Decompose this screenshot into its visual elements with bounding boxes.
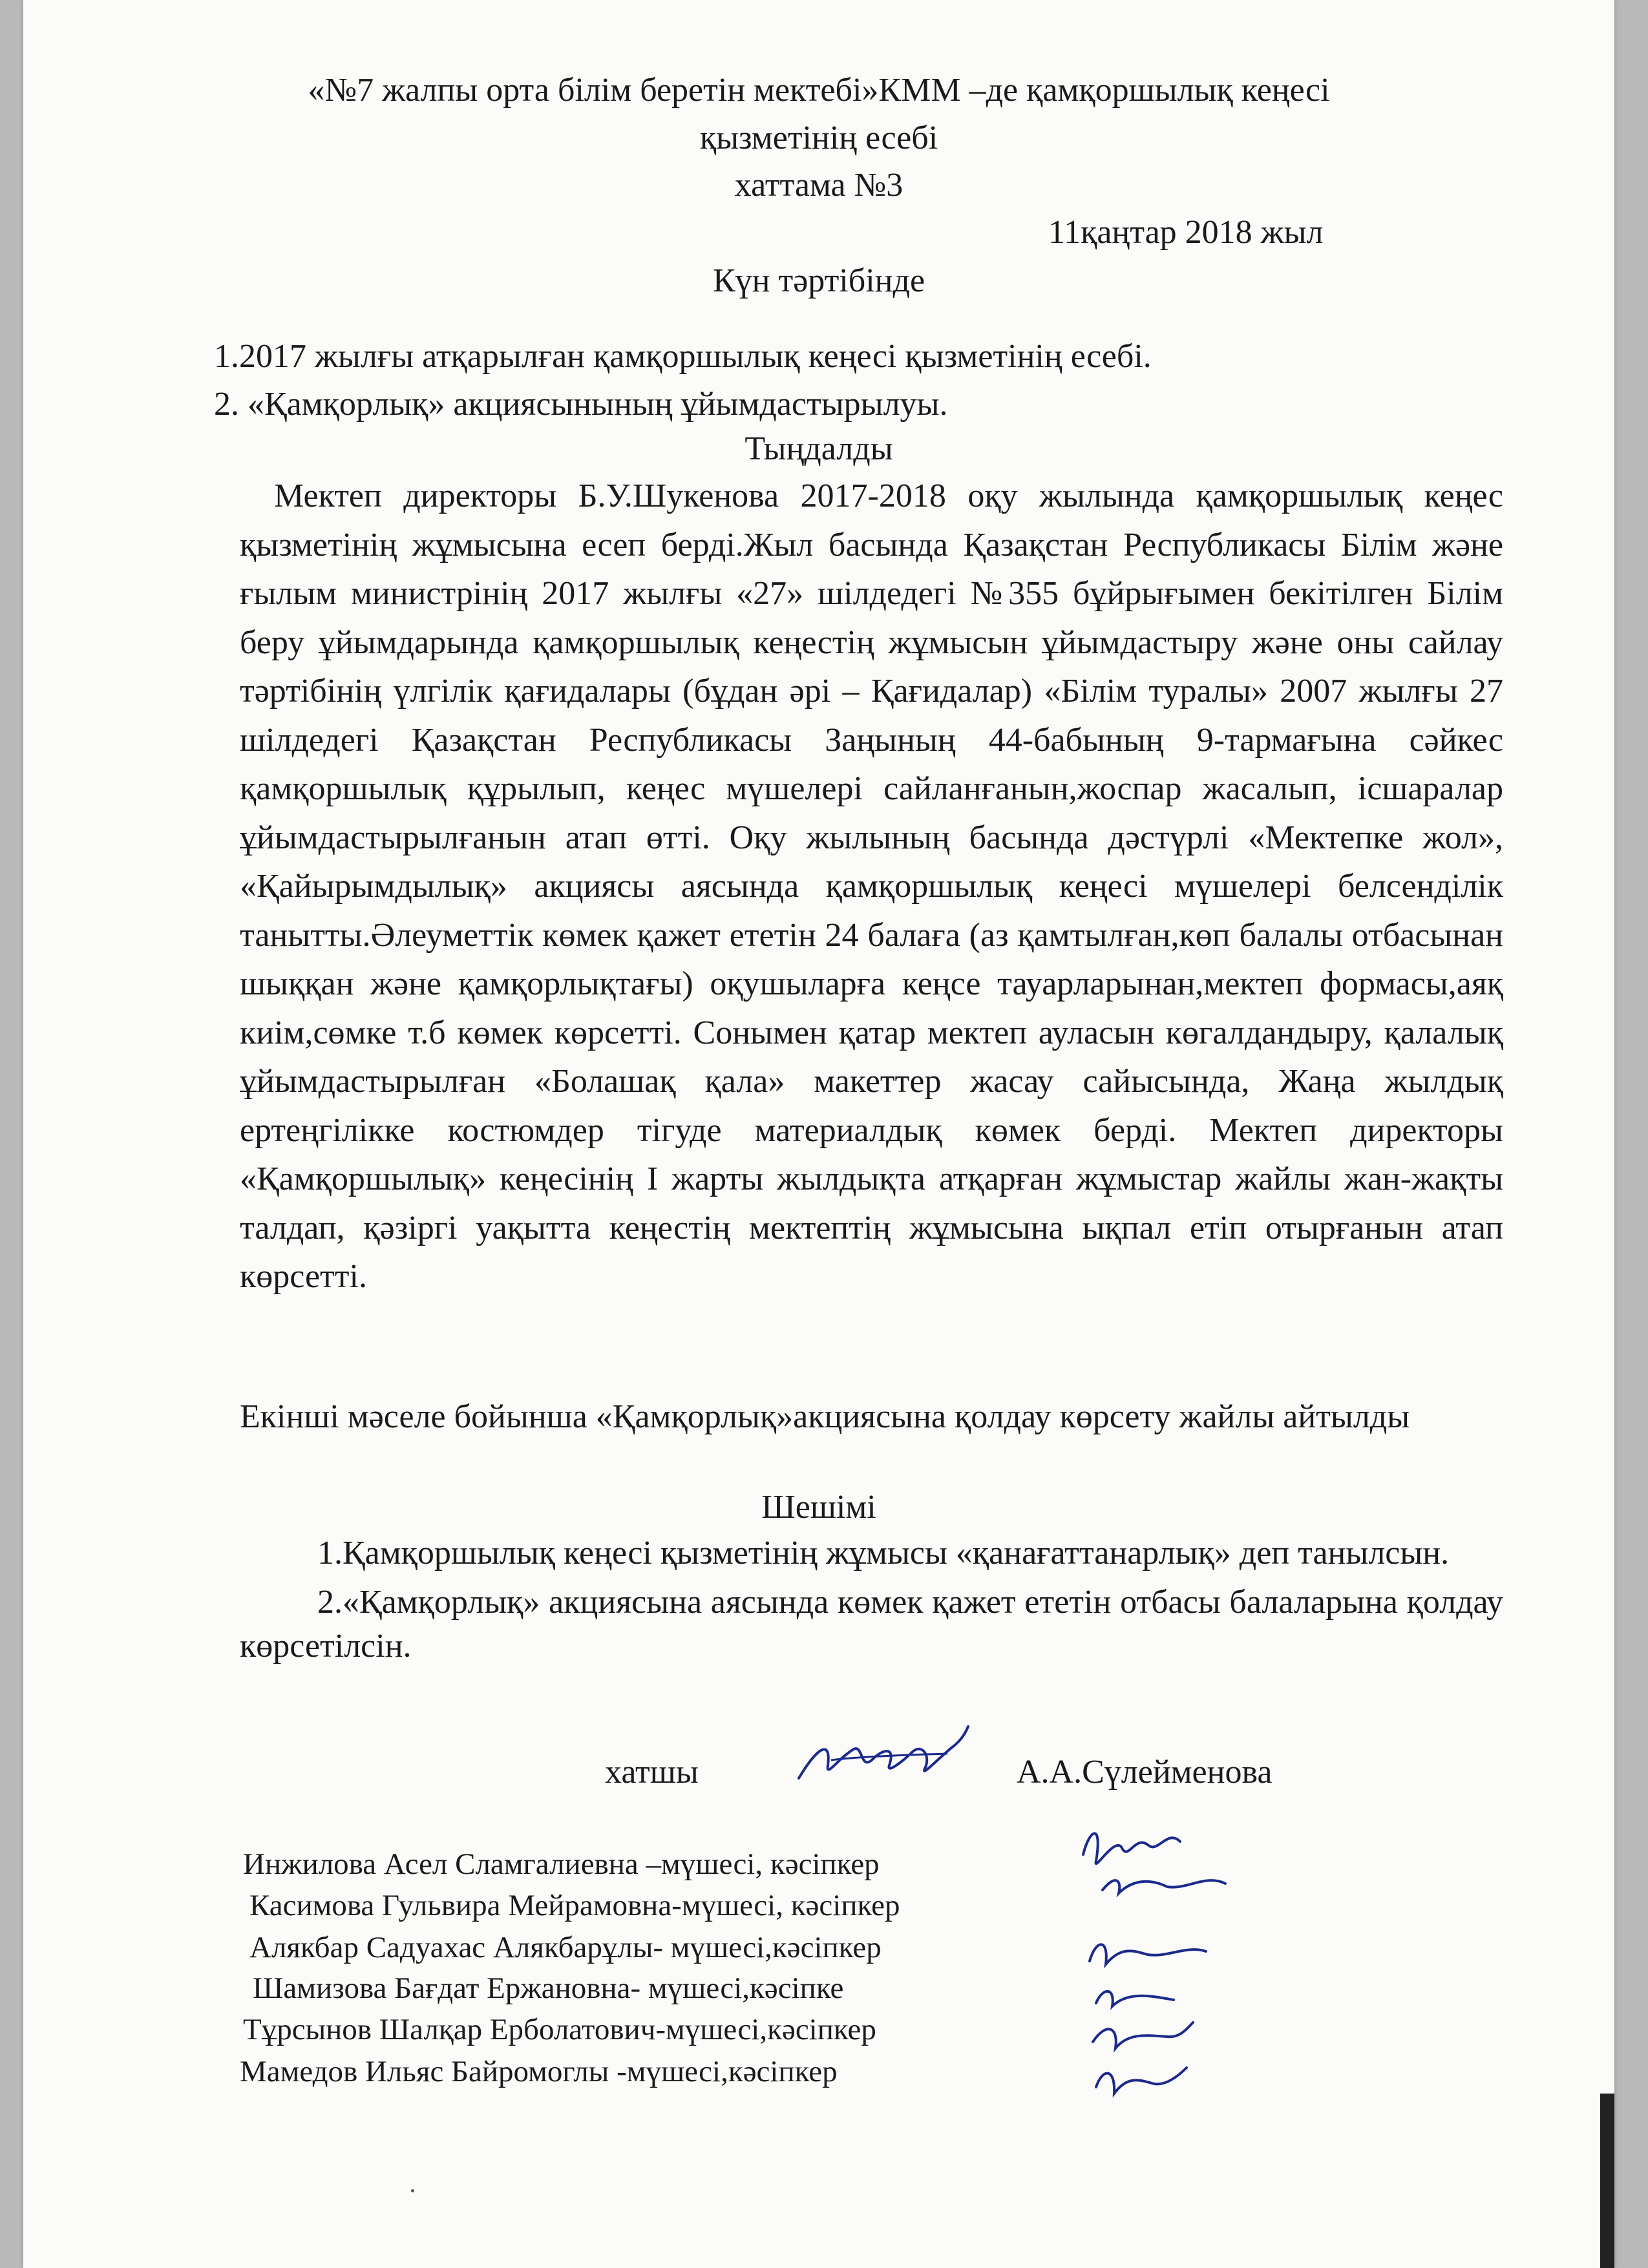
member-row-6: Мамедов Ильяс Байромоглы -мүшесі,кәсіпкер	[240, 2055, 838, 2088]
agenda-item-2: 2. «Қамқорлық» акциясынының ұйымдастырылуы.	[214, 386, 948, 423]
secretary-role: хатшы	[605, 1754, 699, 1790]
decision-section	[240, 1531, 1503, 1668]
scan-edge-strip	[1600, 2094, 1614, 2268]
second-issue-text: Екінші мәселе бойынша «Қамқорлық»акциясына қолдау көрсету жайлы айтылды	[240, 1398, 1410, 1435]
member-row-1: Инжилова Асел Сламгалиевна –мүшесі, кәсіпкер	[243, 1847, 880, 1881]
member-row-4: Шамизова Бағдат Ержановна- мүшесі,кәсіпке	[253, 1971, 844, 2005]
heard-section	[240, 472, 1503, 1301]
heard-paragraph: Мектеп директоры Б.У.Шукенова 2017-2018 оқу жылында қамқоршылық кеңес қызметінің жұмысына есеп берді.Жыл басында Қазақстан Республикасы Білім және ғылым министрінің 2017 жылғы «27» шілдедегі №355 бұйрығымен бекітілген Білім беру ұйымдарында қамқоршылық кеңестің жұмысын ұйымдастыру және оны сайлау тәртібінің үлгілік қағидалары (бұдан әрі – Қағидалар) «Білім туралы» 2007 жылғы 27 шілдедегі Қазақстан Республикасы Заңының 44-бабының 9-тармағына сәйкес қамқоршылық құрылып, кеңес мүшелері сайланғанын,жоспар жасалып, ісшаралар ұйымдастырылғанын атап өтті. Оқу жылының басында дәстүрлі «Мектепке жол», «Қайырымдылық» акциясы аясында қамқоршылық кеңесі мүшелері белсенділік танытты.Әлеуметтік көмек қажет ететін 24 балаға (аз қамтылған,көп балалы отбасынан шыққан және қамқорлықтағы) оқушыларға кеңсе тауарларынан,мектеп формасы,аяқ киім,сөмке т.б көмек көрсетті. Сонымен қатар мектеп ауласын көгалдандыру, қалалық ұйымдастырылған «Болашақ қала» макеттер жасау сайысында, Жаңа жылдық ертеңгілікке костюмдер тігуде материалдық көмек берді. Мектеп директоры «Қамқоршылық» кеңесінің І жарты жылдықта атқарған жұмыстар жайлы жан-жақты талдап, қәзіргі уақытта кеңестің мектептің жұмысына ықпал етіп отырғанын атап көрсетті.	[240, 478, 1503, 1295]
secretary-signature	[792, 1720, 973, 1798]
agenda-heading: Күн тәртібінде	[712, 262, 925, 299]
second-issue-section	[240, 1396, 1503, 1438]
document-date: 11қаңтар 2018 жыл	[1048, 214, 1324, 251]
decision-heading: Шешімі	[761, 1489, 876, 1526]
agenda-item-1: 1.2017 жылғы атқарылған қамқоршылық кеңесі қызметінің есебі.	[214, 338, 1152, 375]
member-row-2: Касимова Гульвира Мейрамовна-мүшесі, кәсіпкер	[249, 1889, 900, 1922]
document-title-line2: қызметінің есебі	[699, 120, 938, 156]
member-row-5: Тұрсынов Шалқар Ерболатович-мүшесі,кәсіпкер	[243, 2013, 876, 2046]
decision-item-1: 1.Қамқоршылық кеңесі қызметінің жұмысы «қанағаттанарлық» деп танылсын.	[317, 1535, 1450, 1571]
protocol-number: хаттама №3	[734, 167, 903, 204]
document-title-line1: «№7 жалпы орта білім беретін мектебі»КММ –де қамқоршылық кеңесі	[308, 72, 1330, 109]
heard-heading: Тыңдалды	[745, 430, 893, 467]
decision-item-2: 2.«Қамқорлық» акциясына аясында көмек қажет ететін отбасы балаларына қолдау көрсетілсін.	[240, 1584, 1503, 1664]
member-signatures	[1057, 1809, 1296, 2106]
secretary-name: А.А.Сүлейменова	[1017, 1754, 1273, 1790]
document-page	[23, 0, 1614, 2268]
scan-speck	[411, 2189, 414, 2192]
member-row-3: Алякбар Садуахас Алякбарұлы- мүшесі,кәсіпкер	[249, 1931, 882, 1964]
